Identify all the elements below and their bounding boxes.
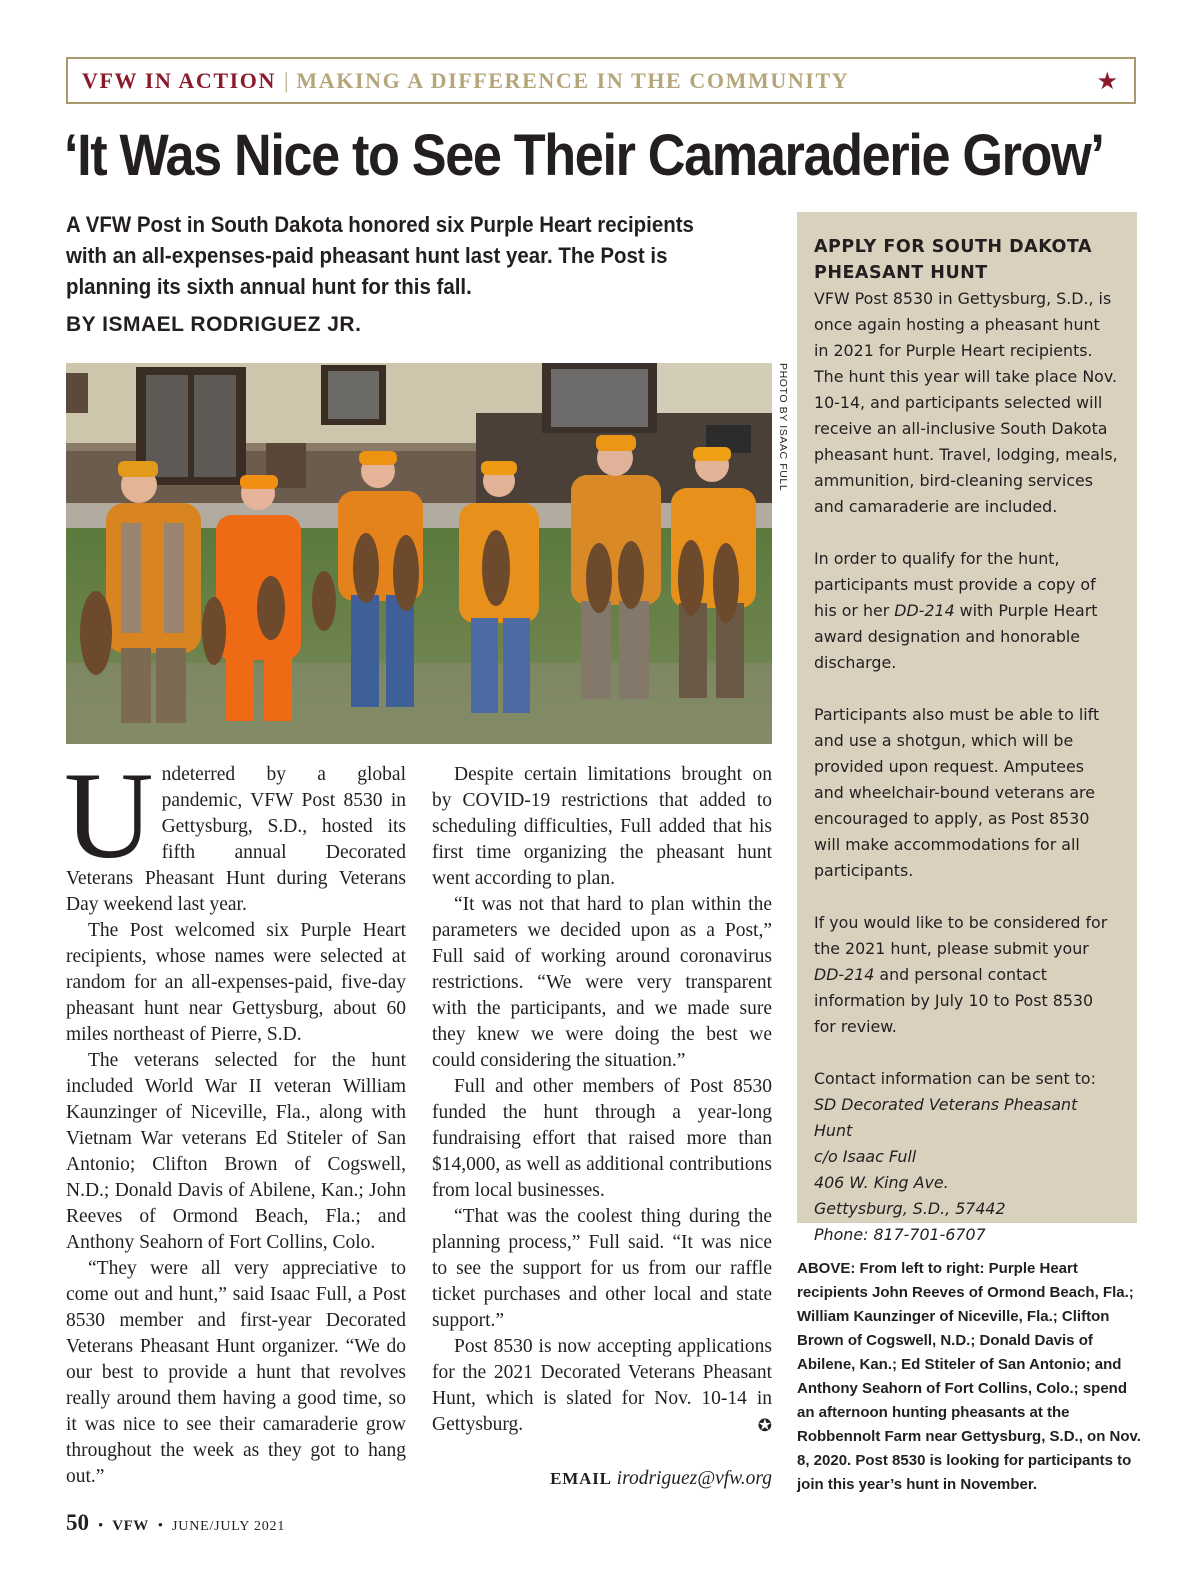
sidebar-paragraph: VFW Post 8530 in Gettysburg, S.D., is once again hosting a pheasant hunt in 2021 for Purple Heart recipients. xyxy=(814,289,1112,360)
phone-number[interactable]: 817-701-6707 xyxy=(873,1225,986,1244)
page-number: 50 xyxy=(66,1510,89,1535)
sidebar-form-name: DD-214 xyxy=(814,965,875,984)
article-headline: ‘It Was Nice to See Their Camaraderie Grow’ xyxy=(64,123,1104,188)
author-email[interactable]: irodriguez@vfw.org xyxy=(616,1468,772,1489)
page-folio xyxy=(66,1510,285,1536)
sidebar-paragraph: Participants also must be able to lift and use a shotgun, which will be provided upon request. Amputees and wheelchair-bound veterans are encouraged to apply, as Post 8530 will make accommodations for all participants. xyxy=(814,705,1100,880)
body-paragraph: Despite certain limitations brought on by COVID-19 restrictions that added to scheduling difficulties, Full added that his first time organizing the pheasant hunt went according to plan. xyxy=(432,764,772,889)
phone-label: Phone: xyxy=(814,1225,874,1244)
body-paragraph: ndeterred by a global pandemic, VFW Post 8530 in Gettysburg, S.D., hosted its fifth annual Decorated Veterans Pheasant Hunt during Veterans Day weekend last year. xyxy=(66,764,406,915)
photo-caption: ABOVE: From left to right: Purple Heart recipients John Reeves of Ormond Beach, Fla.; William Kaunzinger of Niceville, Fla.; Clifton Brown of Cogswell, N.D.; Donald Davis of Abilene, Kan.; Ed Stiteler of San Antonio; and Anthony Seahorn of Fort Collins, Colo.; spend an afternoon hunting pheasants at the Robbennolt Farm near Gettysburg, S.D., on Nov. 8, 2020. Post 8530 is looking for participants to join this year’s hunt in November. xyxy=(797,1260,1141,1493)
sidebar-paragraph: The hunt this year will take place Nov. 10-14, and participants selected will receive an all-inclusive South Dakota pheasant hunt. Travel, lodging, meals, ammunition, bird-cleaning services and camaraderie are included. xyxy=(814,367,1118,516)
sidebar-form-name: DD-214 xyxy=(894,601,955,620)
contact-city: Gettysburg, S.D., 57442 xyxy=(814,1199,1006,1218)
sidebar-paragraph xyxy=(814,910,1118,1040)
magazine-name: VFW xyxy=(112,1518,149,1534)
article-deck: A VFW Post in South Dakota honored six Purple Heart recipients with an all-expenses-paid pheasant hunt last year. The Post is planning its sixth annual hunt for this fall. xyxy=(66,212,694,299)
article-photo xyxy=(66,363,772,744)
body-paragraph: Full and other members of Post 8530 funded the hunt through a year-long fundraising effort that raised more than $14,000, as well as additional contributions from local businesses. xyxy=(432,1076,772,1201)
bullet-separator: • xyxy=(157,1518,164,1534)
section-sublabel: MAKING A DIFFERENCE IN THE COMMUNITY xyxy=(296,67,850,93)
bullet-separator: • xyxy=(98,1518,104,1534)
article-column-2 xyxy=(432,762,772,1439)
drop-cap: U xyxy=(64,747,154,884)
contact-name: SD Decorated Veterans Pheasant Hunt xyxy=(814,1095,1078,1140)
section-label: VFW IN ACTION xyxy=(82,67,276,93)
body-paragraph xyxy=(432,1334,772,1438)
body-paragraph: “It was not that hard to plan within the parameters we decided upon as a Post,” Full said of working around coronavirus restrictions. “We were very transparent with the participants, and we made sure they knew we were doing the best we could considering the situation.” xyxy=(432,894,772,1071)
body-paragraph: “That was the coolest thing during the planning process,” Full said. “It was nice to see the support for us from our raffle ticket purchases and other local and state support.” xyxy=(432,1206,772,1331)
body-paragraph: The veterans selected for the hunt included World War II veteran William Kaunzinger of Niceville, Fla., along with Vietnam War veterans Ed Stiteler of San Antonio; Clifton Brown of Cogswell, N.D.; Donald Davis of Abilene, Kan.; John Reeves of Ormond Beach, Fla.; and Anthony Seahorn of Fort Collins, Colo. xyxy=(66,1050,406,1253)
sidebar-paragraph xyxy=(814,546,1118,676)
section-header-band xyxy=(66,57,1136,104)
body-paragraph: The Post welcomed six Purple Heart recipients, whose names were selected at random for an all-expenses-paid, five-day pheasant hunt near Gettysburg, about 60 miles northeast of Pierre, S.D. xyxy=(66,920,406,1045)
contact-street: 406 W. King Ave. xyxy=(814,1173,949,1192)
article-byline: BY ISMAEL RODRIGUEZ JR. xyxy=(66,313,362,336)
sidebar-title: APPLY FOR SOUTH DAKOTA PHEASANT HUNT xyxy=(814,237,1092,283)
contact-attention: c/o Isaac Full xyxy=(814,1147,917,1166)
sidebar-text: In order to qualify for the hunt, participants must provide a copy of his or her xyxy=(814,549,1096,620)
photo-credit: PHOTO BY ISAAC FULL xyxy=(777,363,789,492)
section-separator: | xyxy=(283,67,289,93)
contact-intro: Contact information can be sent to: xyxy=(814,1069,1096,1088)
author-email-line xyxy=(432,1468,772,1490)
issue-date: JUNE/JULY 2021 xyxy=(172,1519,286,1534)
email-label: EMAIL xyxy=(550,1469,612,1488)
body-paragraph: “They were all very appreciative to come out and hunt,” said Isaac Full, a Post 8530 member and first-year Decorated Veterans Pheasant Hunt organizer. “We do our best to provide a hunt that revolves really around them having a good time, so it was nice to see their camaraderie grow throughout the week as they got to hang out.” xyxy=(66,1258,406,1487)
sidebar-box xyxy=(797,212,1137,1244)
end-mark-icon: ✪ xyxy=(757,1416,772,1436)
article-column-1 xyxy=(64,747,406,1490)
sidebar-text: with Purple Heart award designation and honorable discharge. xyxy=(814,601,1098,672)
sidebar-text: If you would like to be considered for the 2021 hunt, please submit your xyxy=(814,913,1108,958)
star-icon: ★ xyxy=(1096,69,1118,95)
contact-phone-line xyxy=(814,1222,1118,1248)
body-text: Post 8530 is now accepting applications for the 2021 Decorated Veterans Pheasant Hunt, which is slated for Nov. 10-14 in Gettysburg. xyxy=(432,1336,772,1435)
sidebar-text: and personal contact information by July 10 to Post 8530 for review. xyxy=(814,965,1094,1036)
